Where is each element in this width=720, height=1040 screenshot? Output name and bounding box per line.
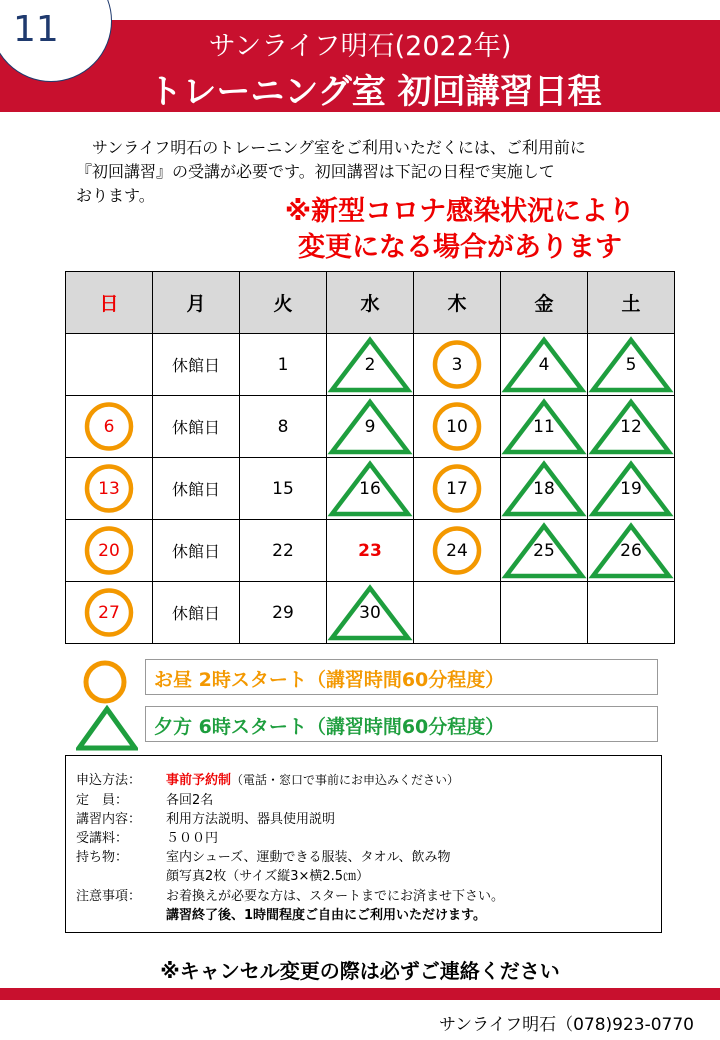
calendar-day-cell	[414, 520, 501, 582]
apply-strong: 事前予約制	[166, 773, 232, 788]
calendar-day-cell	[501, 396, 588, 458]
notice-line: ※新型コロナ感染状況により	[284, 196, 636, 227]
weekday-header: 木	[414, 272, 501, 334]
weekday-header: 日	[66, 272, 153, 334]
day-number: 11	[533, 416, 555, 437]
day-number: 9	[364, 416, 376, 437]
day-number: 25	[533, 540, 555, 561]
weekday-header: 火	[240, 272, 327, 334]
calendar-day-cell	[66, 396, 153, 458]
info-label: 注意事項：	[76, 889, 142, 904]
footer-bar	[0, 988, 720, 1000]
info-label: 受講料：	[76, 831, 129, 846]
day-number: 12	[620, 416, 642, 437]
calendar-day-cell	[153, 458, 240, 520]
calendar-day-cell	[414, 458, 501, 520]
schedule-calendar	[65, 271, 675, 644]
weekday-header: 月	[153, 272, 240, 334]
calendar-day-cell	[153, 582, 240, 644]
covid-notice	[240, 194, 680, 266]
notice-line: 変更になる場合があります	[298, 232, 622, 263]
day-number: 30	[359, 602, 381, 623]
calendar-day-cell	[414, 334, 501, 396]
info-label: 持ち物：	[76, 850, 129, 865]
calendar-day-cell	[327, 396, 414, 458]
calendar-day-cell	[240, 520, 327, 582]
calendar-day-cell	[588, 582, 675, 644]
day-number: 19	[620, 478, 642, 499]
calendar-day-cell	[414, 582, 501, 644]
info-label: 講習内容：	[76, 812, 142, 827]
calendar-week-row	[66, 334, 675, 396]
calendar-day-cell	[588, 458, 675, 520]
closed-day-label: 休館日	[171, 480, 220, 499]
closed-day-label: 休館日	[171, 604, 220, 623]
weekday-header: 土	[588, 272, 675, 334]
calendar-week-row	[66, 520, 675, 582]
info-value: 顔写真2枚（サイズ縦3×横2.5㎝）	[166, 869, 370, 884]
day-number: 4	[538, 354, 550, 375]
info-value: 室内シューズ、運動できる服装、タオル、飲み物	[166, 850, 451, 865]
calendar-day-cell	[501, 458, 588, 520]
title: サンライフ明石(2022年)	[208, 31, 512, 62]
day-number: 8	[277, 416, 289, 437]
day-number: 3	[451, 354, 463, 375]
legend-triangle-icon	[76, 705, 138, 751]
calendar-day-cell	[501, 334, 588, 396]
calendar-day-cell	[153, 334, 240, 396]
day-number: 27	[98, 602, 120, 623]
calendar-day-cell	[327, 334, 414, 396]
day-number: 29	[272, 602, 294, 623]
calendar-day-cell	[153, 520, 240, 582]
day-number: 15	[272, 478, 294, 499]
info-value: お着換えが必要な方は、スタートまでにお済ませ下さい。	[166, 889, 505, 904]
intro-line: 『初回講習』の受講が必要です。初回講習は下記の日程で実施して	[76, 162, 555, 181]
legend-triangle-label: 夕方 6時スタート（講習時間60分程度）	[154, 716, 505, 738]
calendar-day-cell	[327, 458, 414, 520]
cancel-notice: ※キャンセル変更の際は必ずご連絡ください	[160, 959, 560, 983]
day-number: 20	[98, 540, 120, 561]
day-number: 16	[359, 478, 381, 499]
weekday-header: 金	[501, 272, 588, 334]
legend-triangle	[145, 706, 658, 742]
calendar-day-cell	[240, 582, 327, 644]
info-value	[166, 769, 459, 788]
info-value: 利用方法説明、器具使用説明	[166, 812, 336, 827]
day-number: 17	[446, 478, 468, 499]
day-number: 18	[533, 478, 555, 499]
day-number: 24	[446, 540, 468, 561]
calendar-day-cell	[501, 520, 588, 582]
page-number: 11	[13, 9, 59, 50]
calendar-day-cell	[327, 520, 414, 582]
legend-circle-label: お昼 2時スタート（講習時間60分程度）	[154, 669, 505, 691]
info-box	[65, 755, 662, 933]
info-value: 各回2名	[166, 793, 214, 808]
apply-note: （電話・窓口で事前にお申込みください）	[231, 773, 460, 787]
calendar-day-cell	[588, 396, 675, 458]
calendar-day-cell	[240, 458, 327, 520]
legend-circle-icon	[82, 659, 128, 705]
calendar-day-cell	[501, 582, 588, 644]
day-number: 6	[103, 416, 115, 437]
day-number: 23	[358, 540, 382, 561]
intro-line: サンライフ明石のトレーニング室をご利用いただくには、ご利用前に	[92, 138, 586, 157]
weekday-header: 水	[327, 272, 414, 334]
day-number: 22	[272, 540, 294, 561]
calendar-day-cell	[66, 458, 153, 520]
calendar-day-cell	[66, 334, 153, 396]
day-number: 5	[625, 354, 637, 375]
day-number: 10	[446, 416, 468, 437]
legend-circle	[145, 659, 658, 695]
day-number: 2	[364, 354, 376, 375]
closed-day-label: 休館日	[171, 542, 220, 561]
info-label: 定 員：	[76, 793, 129, 808]
calendar-day-cell	[240, 396, 327, 458]
calendar-day-cell	[240, 334, 327, 396]
footer-contact: サンライフ明石（078)923-0770	[438, 1015, 694, 1035]
calendar-day-cell	[327, 582, 414, 644]
calendar-day-cell	[414, 396, 501, 458]
closed-day-label: 休館日	[171, 356, 220, 375]
info-value: ５００円	[166, 831, 219, 846]
calendar-day-cell	[66, 520, 153, 582]
calendar-day-cell	[153, 396, 240, 458]
calendar-week-row	[66, 458, 675, 520]
calendar-day-cell	[588, 520, 675, 582]
day-number: 13	[98, 478, 120, 499]
info-label: 申込方法：	[76, 773, 142, 788]
calendar-week-row	[66, 582, 675, 644]
calendar-day-cell	[66, 582, 153, 644]
info-value: 講習終了後、1時間程度ご自由にご利用いただけます。	[166, 908, 487, 923]
closed-day-label: 休館日	[171, 418, 220, 437]
subtitle: トレーニング室 初回講習日程	[148, 72, 602, 112]
calendar-week-row	[66, 396, 675, 458]
day-number: 1	[277, 354, 289, 375]
day-number: 26	[620, 540, 642, 561]
calendar-day-cell	[588, 334, 675, 396]
intro-line: おります。	[76, 186, 155, 205]
weekday-header-row	[66, 272, 675, 334]
